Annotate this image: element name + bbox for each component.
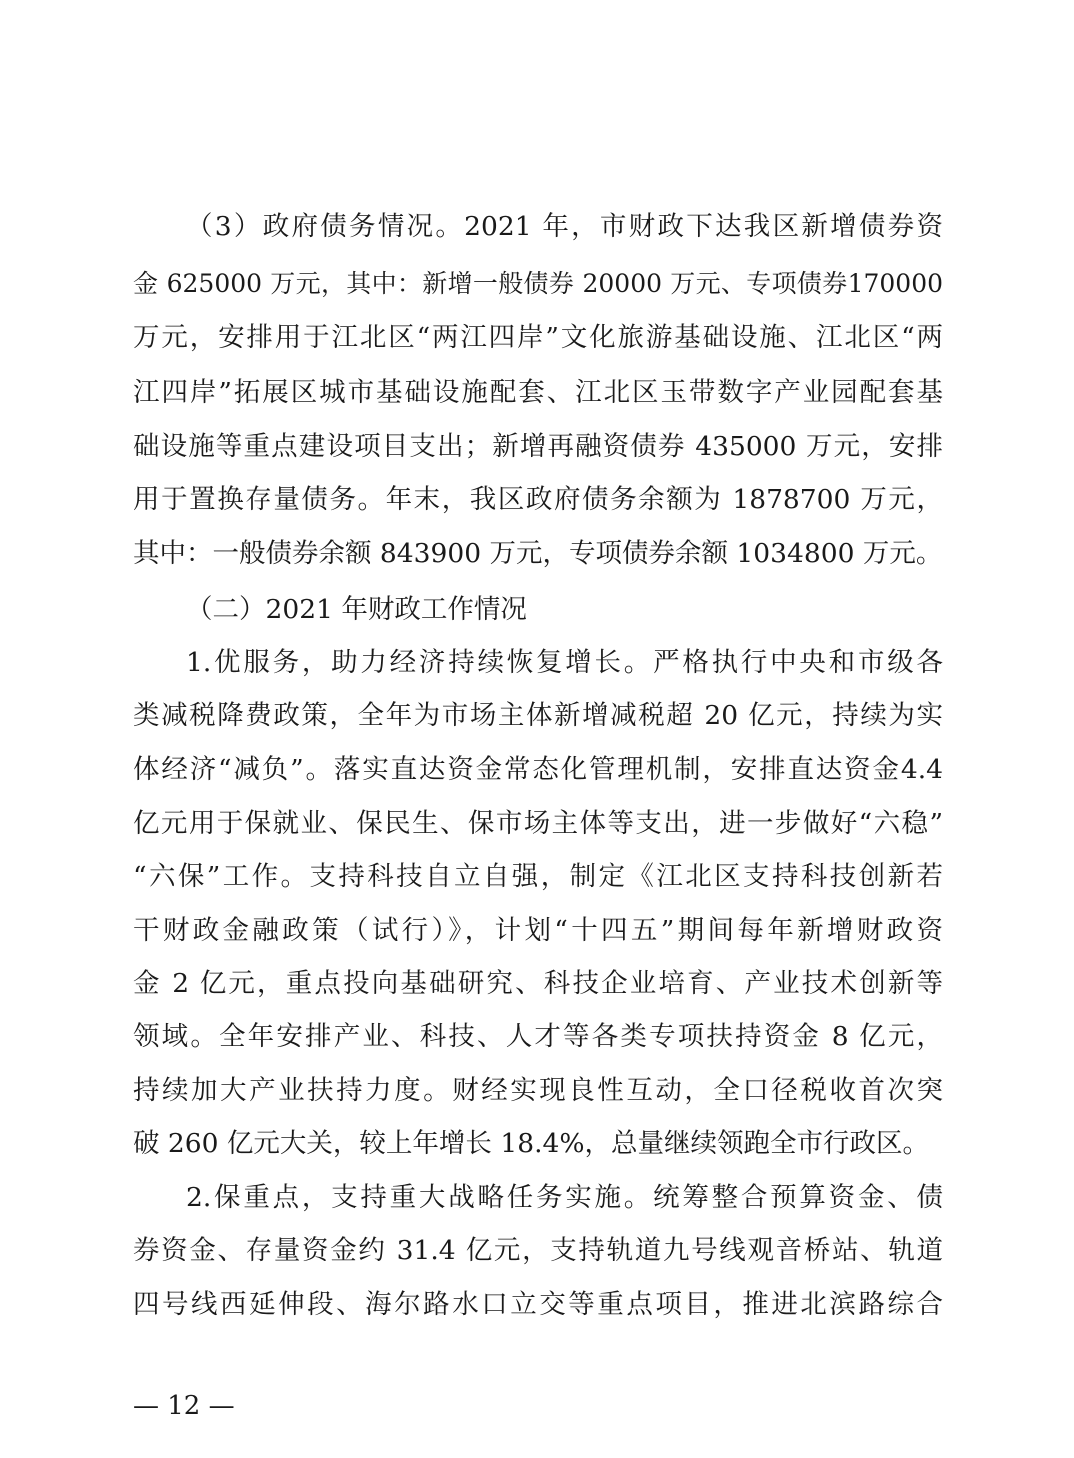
paragraph-line: 破 260 亿元大关，较上年增长 18.4%，总量继续领跑全市行政区。 [133,1128,930,1159]
paragraph-line: 券资金、存量资金约 31.4 亿元，支持轨道九号线观音桥站、轨道 [133,1235,943,1266]
paragraph-line: 其中：一般债券余额 843900 万元，专项债券余额 1034800 万元。 [133,538,943,569]
paragraph-line: （3）政府债务情况。2021 年，市财政下达我区新增债券资 [186,211,943,242]
paragraph-line: 江四岸”拓展区城市基础设施配套、江北区玉带数字产业园配套基 [133,377,943,408]
paragraph-line: 领域。全年安排产业、科技、人才等各类专项扶持资金 8 亿元， [133,1021,943,1052]
paragraph-line: 2.保重点，支持重大战略任务实施。统筹整合预算资金、债 [186,1182,943,1213]
page-number: — 12 — [133,1391,235,1421]
paragraph-line: 础设施等重点建设项目支出；新增再融资债券 435000 万元，安排 [133,431,943,462]
paragraph-line: 体经济“减负”。落实直达资金常态化管理机制，安排直达资金4.4 [133,754,943,785]
paragraph-line: 万元，安排用于江北区“两江四岸”文化旅游基础设施、江北区“两 [133,322,943,353]
paragraph-line: 持续加大产业扶持力度。财经实现良性互动，全口径税收首次突 [133,1075,943,1106]
paragraph-line: 金 2 亿元，重点投向基础研究、科技企业培育、产业技术创新等 [133,968,943,999]
paragraph-line: 类减税降费政策，全年为市场主体新增减税超 20 亿元，持续为实 [133,700,943,731]
paragraph-line: 用于置换存量债务。年末，我区政府债务余额为 1878700 万元， [133,484,943,515]
paragraph-line: 四号线西延伸段、海尔路水口立交等重点项目，推进北滨路综合 [133,1289,943,1320]
paragraph-line: 金 625000 万元，其中：新增一般债券 20000 万元、专项债券170000 [133,269,943,298]
paragraph-line: “六保”工作。支持科技自立自强，制定《江北区支持科技创新若 [133,861,943,892]
section-heading: （二）2021 年财政工作情况 [186,594,527,625]
paragraph-line: 1.优服务，助力经济持续恢复增长。严格执行中央和市级各 [186,647,943,678]
paragraph-line: 干财政金融政策（试行）》，计划“十四五”期间每年新增财政资 [133,915,943,946]
paragraph-line: 亿元用于保就业、保民生、保市场主体等支出，进一步做好“六稳” [133,808,943,839]
